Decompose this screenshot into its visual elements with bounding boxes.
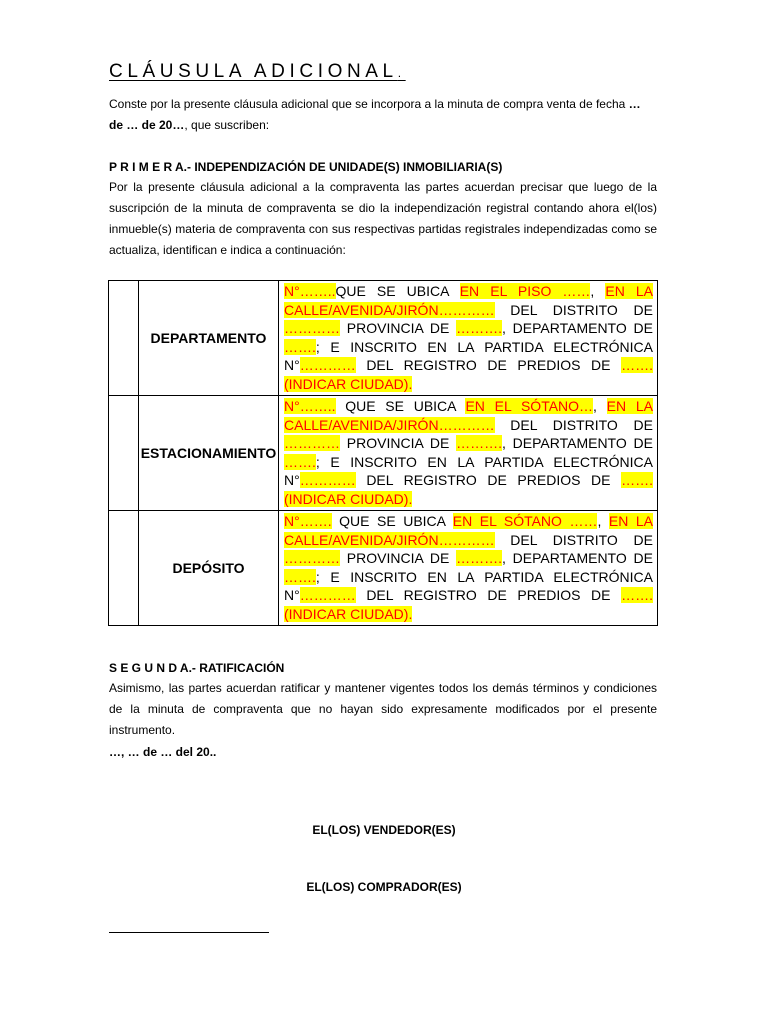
unit-n: N°…….. (284, 398, 336, 414)
vendedor-signature-label: EL(LOS) VENDEDOR(ES) (312, 823, 456, 837)
unit-partida-blank: ………… (299, 472, 356, 488)
unit-partida: ; E INSCRITO EN LA PARTIDA ELECTRÓNICA N° (284, 568, 653, 603)
unit-provincia: PROVINCIA DE (340, 320, 457, 336)
primera-body: Por la presente cláusula adicional a la compraventa las partes acuerdan precisar que luego de la suscripción de la minuta de compraventa se dio la independización registral contando ahora el(los) inmueble(s) materia de compraventa con sus respectivas partidas registrales independizadas como se actualiza, identifican e indica a continuación: (109, 180, 657, 257)
unit-calle-blank: ………… (438, 416, 495, 433)
unit-provincia: PROVINCIA DE (340, 550, 457, 566)
unit-departamento: , DEPARTAMENTO DE (501, 320, 653, 336)
unit-description: N°…….. QUE SE UBICA EN EL SÓTANO…, EN LA CALLE/AVENIDA/JIRÓN………… DEL DISTRITO DE ………… PROVINCIA DE ………., DEPARTAMENTO DE …….; E INSCRITO EN LA PARTIDA ELECTRÓNICA N°………… DEL REGISTRO DE PREDIOS DE ……. (INDICAR CIUDAD). (279, 396, 658, 511)
unit-calle: EN LA CALLE/AVENIDA/JIRÓN (284, 398, 653, 433)
date-line: …, … de … del 20.. (109, 745, 217, 759)
unit-partida: ; E INSCRITO EN LA PARTIDA ELECTRÓNICA N° (284, 338, 653, 373)
unit-ciudad: (INDICAR CIUDAD). (284, 605, 413, 622)
unit-row (109, 511, 658, 626)
unit-distrito-blank: ………… (284, 550, 340, 566)
unit-label: DEPÓSITO (139, 511, 279, 626)
unit-distrito: DEL DISTRITO DE (494, 416, 653, 433)
unit-label: ESTACIONAMIENTO (139, 396, 279, 511)
unit-calle: EN LA CALLE/AVENIDA/JIRÓN (284, 513, 653, 548)
unit-registro-blank: ……. (621, 357, 653, 373)
document-title (109, 61, 406, 83)
unit-distrito-blank: ………… (284, 435, 340, 451)
unit-description: N°……. QUE SE UBICA EN EL SÓTANO ……, EN LA CALLE/AVENIDA/JIRÓN………… DEL DISTRITO DE ………… PROVINCIA DE ………., DEPARTAMENTO DE …….; E INSCRITO EN LA PARTIDA ELECTRÓNICA N°………… DEL REGISTRO DE PREDIOS DE ……. (INDICAR CIUDAD). (279, 511, 658, 626)
unit-index-cell (109, 281, 139, 396)
unit-n: N°…….. (284, 283, 336, 299)
unit-calle-blank: ………… (438, 531, 495, 548)
unit-location: EN EL SÓTANO… (465, 398, 594, 414)
unit-departamento-blank: ……. (284, 453, 316, 470)
unit-registro: DEL REGISTRO DE PREDIOS DE (355, 472, 622, 488)
title-text: CLÁUSULA ADICIONAL (109, 61, 398, 82)
unit-index-cell (109, 511, 139, 626)
unit-departamento-blank: ……. (284, 568, 316, 585)
unit-partida: ; E INSCRITO EN LA PARTIDA ELECTRÓNICA N° (284, 453, 653, 488)
unit-departamento: , DEPARTAMENTO DE (501, 435, 653, 451)
unit-index-cell (109, 396, 139, 511)
signature-line (109, 932, 269, 933)
unit-ciudad: (INDICAR CIUDAD). (284, 490, 413, 507)
unit-provincia-blank: ………. (456, 320, 502, 336)
unit-departamento: , DEPARTAMENTO DE (501, 550, 653, 566)
unit-registro-blank: ……. (621, 587, 653, 603)
unit-provincia: PROVINCIA DE (340, 435, 457, 451)
unit-label: DEPARTAMENTO (139, 281, 279, 396)
unit-provincia-blank: ………. (456, 435, 502, 451)
unit-calle: EN LA CALLE/AVENIDA/JIRÓN (284, 283, 653, 318)
unit-ubica: QUE SE UBICA (331, 513, 453, 529)
unit-ciudad: (INDICAR CIUDAD). (284, 375, 413, 392)
intro-paragraph: Conste por la presente cláusula adicional que se incorpora a la minuta de compra venta de fecha … de … de 20…, que suscriben: (109, 97, 641, 132)
unit-row (109, 281, 658, 396)
segunda-heading: S E G U N D A.- RATIFICACIÓN (109, 661, 285, 675)
unit-row (109, 396, 658, 511)
unit-n: N°……. (284, 513, 332, 529)
primera-heading: P R I M E R A.- INDEPENDIZACIÓN DE UNIDADE(S) INMOBILIARIA(S) (109, 160, 503, 174)
unit-departamento-blank: ……. (284, 338, 316, 355)
unit-partida-blank: ………… (299, 587, 356, 603)
unit-partida-blank: ………… (299, 357, 356, 373)
segunda-body: Asimismo, las partes acuerdan ratificar y mantener vigentes todos los demás términos y condiciones de la minuta de compraventa que no hayan sido expresamente modificados por el presente instrumento. (109, 681, 657, 737)
title-period: . (397, 66, 406, 80)
unit-provincia-blank: ………. (456, 550, 502, 566)
unit-distrito-blank: ………… (284, 320, 340, 336)
unit-registro-blank: ……. (621, 472, 653, 488)
unit-registro: DEL REGISTRO DE PREDIOS DE (355, 587, 622, 603)
unit-distrito: DEL DISTRITO DE (494, 531, 653, 548)
intro-date-blank: … de … de 20… (109, 97, 641, 132)
comprador-signature-label: EL(LOS) COMPRADOR(ES) (306, 880, 462, 894)
unit-distrito: DEL DISTRITO DE (494, 301, 653, 318)
unit-ubica: QUE SE UBICA (335, 398, 466, 414)
unit-location: EN EL SÓTANO …… (452, 513, 598, 529)
units-table (108, 280, 658, 626)
unit-location: EN EL PISO …… (459, 283, 591, 299)
unit-description: N°……..QUE SE UBICA EN EL PISO ……, EN LA CALLE/AVENIDA/JIRÓN………… DEL DISTRITO DE ………… PROVINCIA DE ………., DEPARTAMENTO DE …….; E INSCRITO EN LA PARTIDA ELECTRÓNICA N°………… DEL REGISTRO DE PREDIOS DE ……. (INDICAR CIUDAD). (279, 281, 658, 396)
unit-calle-blank: ………… (438, 301, 495, 318)
unit-ubica: QUE SE UBICA (335, 283, 460, 299)
unit-registro: DEL REGISTRO DE PREDIOS DE (355, 357, 622, 373)
